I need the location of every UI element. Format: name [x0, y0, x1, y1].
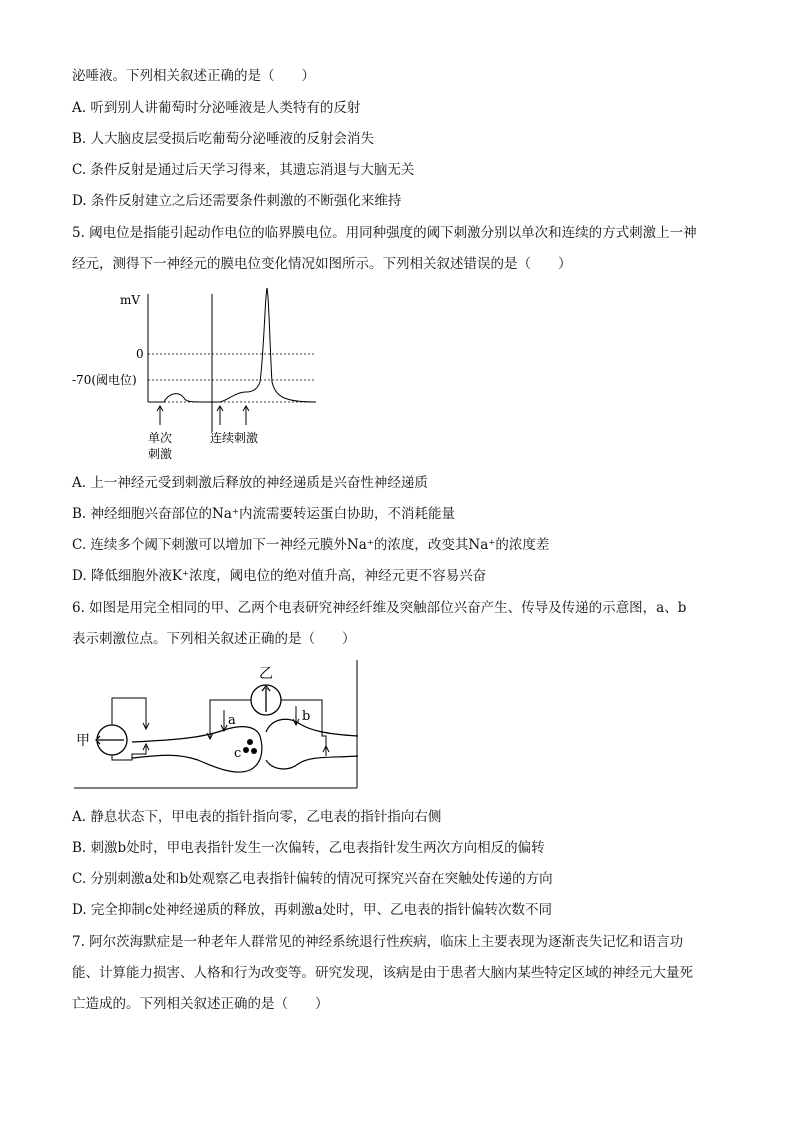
q5-option-c: C. 连续多个阈下刺激可以增加下一神经元膜外Na⁺的浓度，改变其Na⁺的浓度差 [72, 537, 550, 553]
q5-membrane-potential-figure [60, 282, 340, 467]
q6-option-b: B. 刺激b处时，甲电表指针发生一次偏转，乙电表指针发生两次方向相反的偏转 [72, 840, 545, 856]
fig5-continuous-label: 连续刺激 [210, 431, 259, 445]
q4-option-c: C. 条件反射是通过后天学习得来，其遗忘消退与大脑无关 [72, 162, 415, 178]
q6-stem-line1: 6. 如图是用完全相同的甲、乙两个电表研究神经纤维及突触部位兴奋产生、传导及传递的示意图，a、b [72, 600, 687, 616]
fig6-meter-jia-label: 甲 [76, 733, 90, 749]
q6-meter-synapse-figure [74, 660, 364, 792]
q4-option-d: D. 条件反射建立之后还需要条件刺激的不断强化来维持 [72, 193, 402, 209]
q4-option-b: B. 人大脑皮层受损后吃葡萄分泌唾液的反射会消失 [72, 131, 375, 147]
vesicle [247, 739, 253, 745]
q6-option-a: A. 静息状态下，甲电表的指针指向零，乙电表的指针指向右侧 [72, 809, 442, 825]
q4-option-a: A. 听到别人讲葡萄时分泌唾液是人类特有的反射 [72, 100, 361, 116]
fig5-ylabel: mV [120, 293, 141, 307]
vesicle [251, 748, 257, 754]
q5-option-b: B. 神经细胞兴奋部位的Na⁺内流需要转运蛋白协助，不消耗能量 [72, 506, 455, 522]
fig5-single-label-1: 单次 [148, 431, 173, 445]
fig6-point-c: c [234, 746, 242, 761]
q5-option-d: D. 降低细胞外液K⁺浓度，阈电位的绝对值升高，神经元更不容易兴奋 [72, 568, 487, 584]
q6-option-d: D. 完全抑制c处神经递质的释放，再刺激a处时，甲、乙电表的指针偏转次数不同 [72, 902, 553, 918]
q7-stem-line1: 7. 阿尔茨海默症是一种老年人群常见的神经系统退行性疾病，临床上主要表现为逐渐丧失记忆和语言功 [72, 934, 684, 950]
fig5-single-label-2: 刺激 [148, 447, 173, 461]
fig6-meter-yi-label: 乙 [259, 666, 273, 682]
q5-stem-line1: 5. 阈电位是指能引起动作电位的临界膜电位。用同种强度的阈下刺激分别以单次和连续的方式刺激上一神 [72, 225, 697, 241]
fig5-threshold-label: -70(阈电位) [72, 373, 137, 387]
q6-option-c: C. 分别刺激a处和b处观察乙电表指针偏转的情况可探究兴奋在突触处传递的方向 [72, 871, 553, 887]
q6-stem-line2: 表示刺激位点。下列相关叙述正确的是（ ） [72, 631, 356, 647]
postsynaptic-neuron [266, 719, 358, 769]
fig6-point-b: b [302, 709, 311, 724]
presynaptic-neuron [132, 727, 262, 772]
q7-stem-line2: 能、计算能力损害、人格和行为改变等。研究发现，该病是由于患者大脑内某些特定区域的神经元大量死 [72, 965, 693, 981]
membrane-potential-curve [148, 288, 316, 402]
text-line: 泌唾液。下列相关叙述正确的是（ ） [72, 68, 315, 84]
vesicle [243, 747, 249, 753]
fig6-point-a: a [228, 713, 236, 728]
fig5-zero-label: 0 [136, 347, 144, 361]
q5-option-a: A. 上一神经元受到刺激后释放的神经递质是兴奋性神经递质 [72, 475, 428, 491]
q5-stem-line2: 经元，测得下一神经元的膜电位变化情况如图所示。下列相关叙述错误的是（ ） [72, 256, 572, 272]
stimulus-arrows [157, 406, 249, 425]
q7-stem-line3: 亡造成的。下列相关叙述正确的是（ ） [72, 996, 329, 1012]
